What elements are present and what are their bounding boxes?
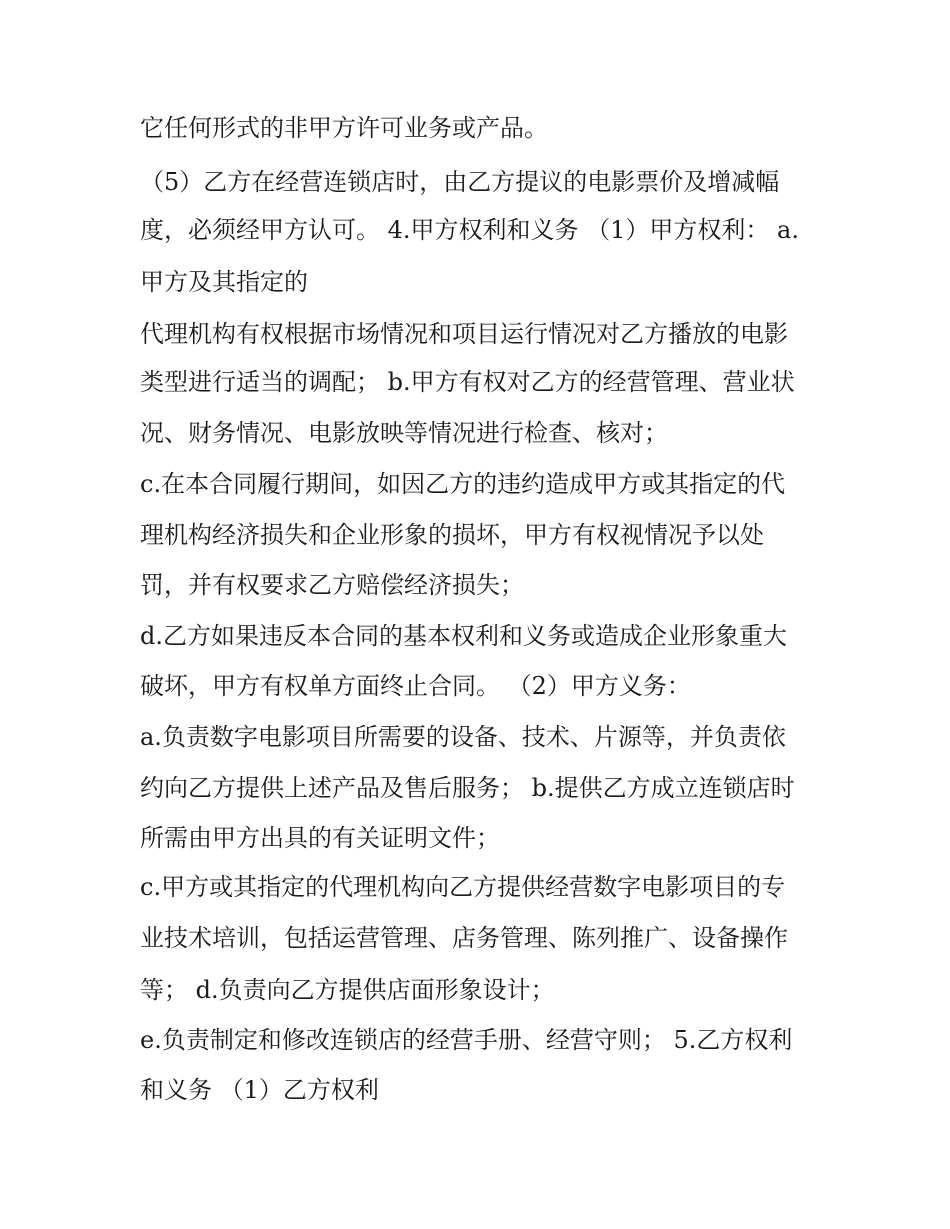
text-line: d.乙方如果违反本合同的基本权利和义务或造成企业形象重大 (140, 622, 787, 650)
text-line: c.在本合同履行期间，如因乙方的违约造成甲方或其指定的代 (140, 470, 786, 498)
text-line: 度，必须经甲方认可。 4.甲方权利和义务 （1）甲方权利： a. (140, 216, 799, 244)
text-line: 类型进行适当的调配； b.甲方有权对乙方的经营管理、营业状 (140, 368, 795, 396)
text-line: 况、财务情况、电影放映等情况进行检查、核对； (140, 419, 668, 447)
text-line: （5）乙方在经营连锁店时，由乙方提议的电影票价及增减幅 (140, 168, 780, 196)
text-line: 罚，并有权要求乙方赔偿经济损失； (140, 571, 524, 599)
text-line: 甲方及其指定的 (140, 268, 308, 296)
text-line: 所需由甲方出具的有关证明文件； (140, 824, 500, 852)
text-line: 和义务 （1）乙方权利 (140, 1076, 379, 1104)
text-line: 破坏，甲方有权单方面终止合同。 （2）甲方义务： (140, 672, 691, 700)
text-line: 它任何形式的非甲方许可业务或产品。 (140, 114, 548, 142)
text-line: 约向乙方提供上述产品及售后服务； b.提供乙方成立连锁店时 (140, 774, 795, 802)
text-line: a.负责数字电影项目所需要的设备、技术、片源等，并负责依 (140, 723, 786, 751)
text-line: 理机构经济损失和企业形象的损坏，甲方有权视情况予以处 (140, 521, 764, 549)
text-line: 业技术培训，包括运营管理、店务管理、陈列推广、设备操作 (140, 924, 788, 952)
text-line: 等； d.负责向乙方提供店面形象设计； (140, 976, 555, 1004)
text-line: 代理机构有权根据市场情况和项目运行情况对乙方播放的电影 (140, 320, 788, 348)
text-line: e.负责制定和修改连锁店的经营手册、经营守则； 5.乙方权利 (140, 1026, 793, 1054)
text-line: c.甲方或其指定的代理机构向乙方提供经营数字电影项目的专 (140, 873, 786, 901)
